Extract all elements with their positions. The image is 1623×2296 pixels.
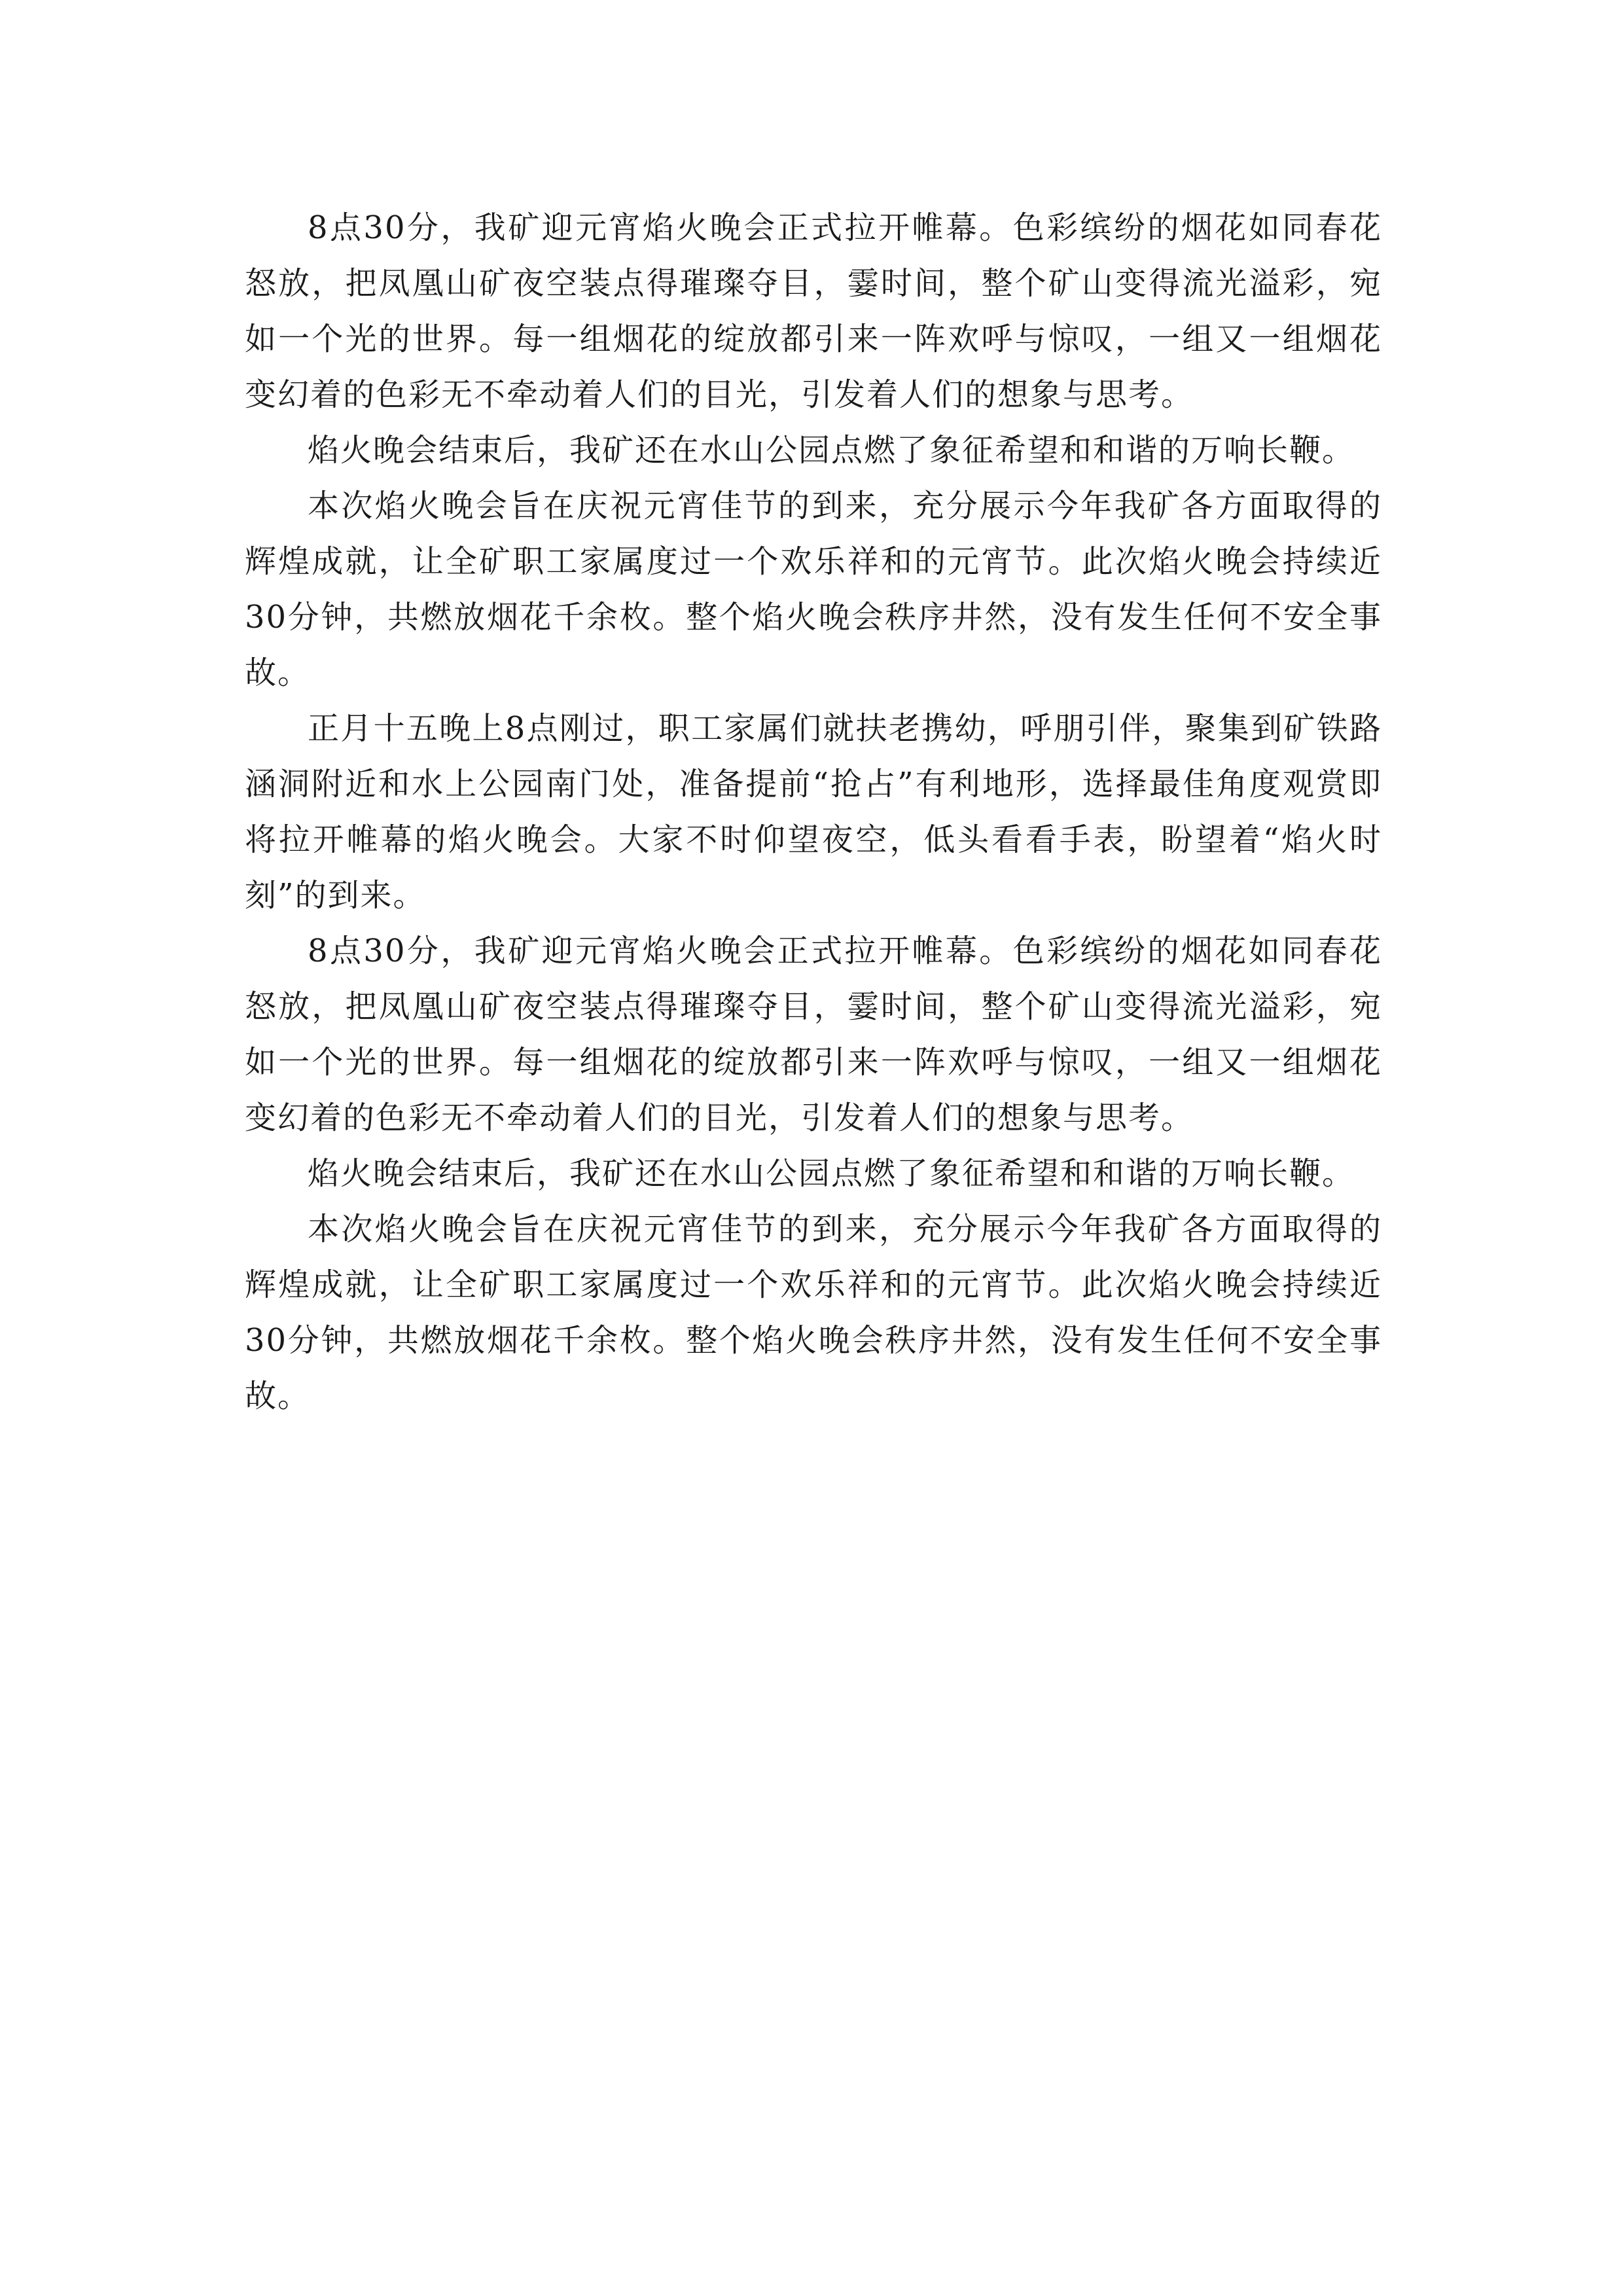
paragraph: 正月十五晚上8点刚过，职工家属们就扶老携幼，呼朋引伴，聚集到矿铁路涵洞附近和水上公园南门处，准备提前“抢占”有利地形，选择最佳角度观赏即将拉开帷幕的焰火晚会。大家不时仰望夜空，低头看看手表，盼望着“焰火时刻”的到来。 <box>245 710 1382 914</box>
paragraph: 焰火晚会结束后，我矿还在水山公园点燃了象征希望和和谐的万响长鞭。 <box>308 1155 1355 1192</box>
paragraph: 本次焰火晚会旨在庆祝元宵佳节的到来，充分展示今年我矿各方面取得的辉煌成就，让全矿职工家属度过一个欢乐祥和的元宵节。此次焰火晚会持续近30分钟，共燃放烟花千余枚。整个焰火晚会秩序井然，没有发生任何不安全事故。 <box>245 1211 1382 1414</box>
paragraph: 本次焰火晚会旨在庆祝元宵佳节的到来，充分展示今年我矿各方面取得的辉煌成就，让全矿职工家属度过一个欢乐祥和的元宵节。此次焰火晚会持续近30分钟，共燃放烟花千余枚。整个焰火晚会秩序井然，没有发生任何不安全事故。 <box>245 488 1382 691</box>
paragraph: 8点30分，我矿迎元宵焰火晚会正式拉开帷幕。色彩缤纷的烟花如同春花怒放，把凤凰山矿夜空装点得璀璨夺目，霎时间，整个矿山变得流光溢彩，宛如一个光的世界。每一组烟花的绽放都引来一阵欢呼与惊叹，一组又一组烟花变幻着的色彩无不牵动着人们的目光，引发着人们的想象与思考。 <box>245 209 1382 413</box>
paragraph: 8点30分，我矿迎元宵焰火晚会正式拉开帷幕。色彩缤纷的烟花如同春花怒放，把凤凰山矿夜空装点得璀璨夺目，霎时间，整个矿山变得流光溢彩，宛如一个光的世界。每一组烟花的绽放都引来一阵欢呼与惊叹，一组又一组烟花变幻着的色彩无不牵动着人们的目光，引发着人们的想象与思考。 <box>245 933 1382 1136</box>
document-body <box>245 200 1382 1424</box>
paragraph: 焰火晚会结束后，我矿还在水山公园点燃了象征希望和和谐的万响长鞭。 <box>308 432 1355 469</box>
